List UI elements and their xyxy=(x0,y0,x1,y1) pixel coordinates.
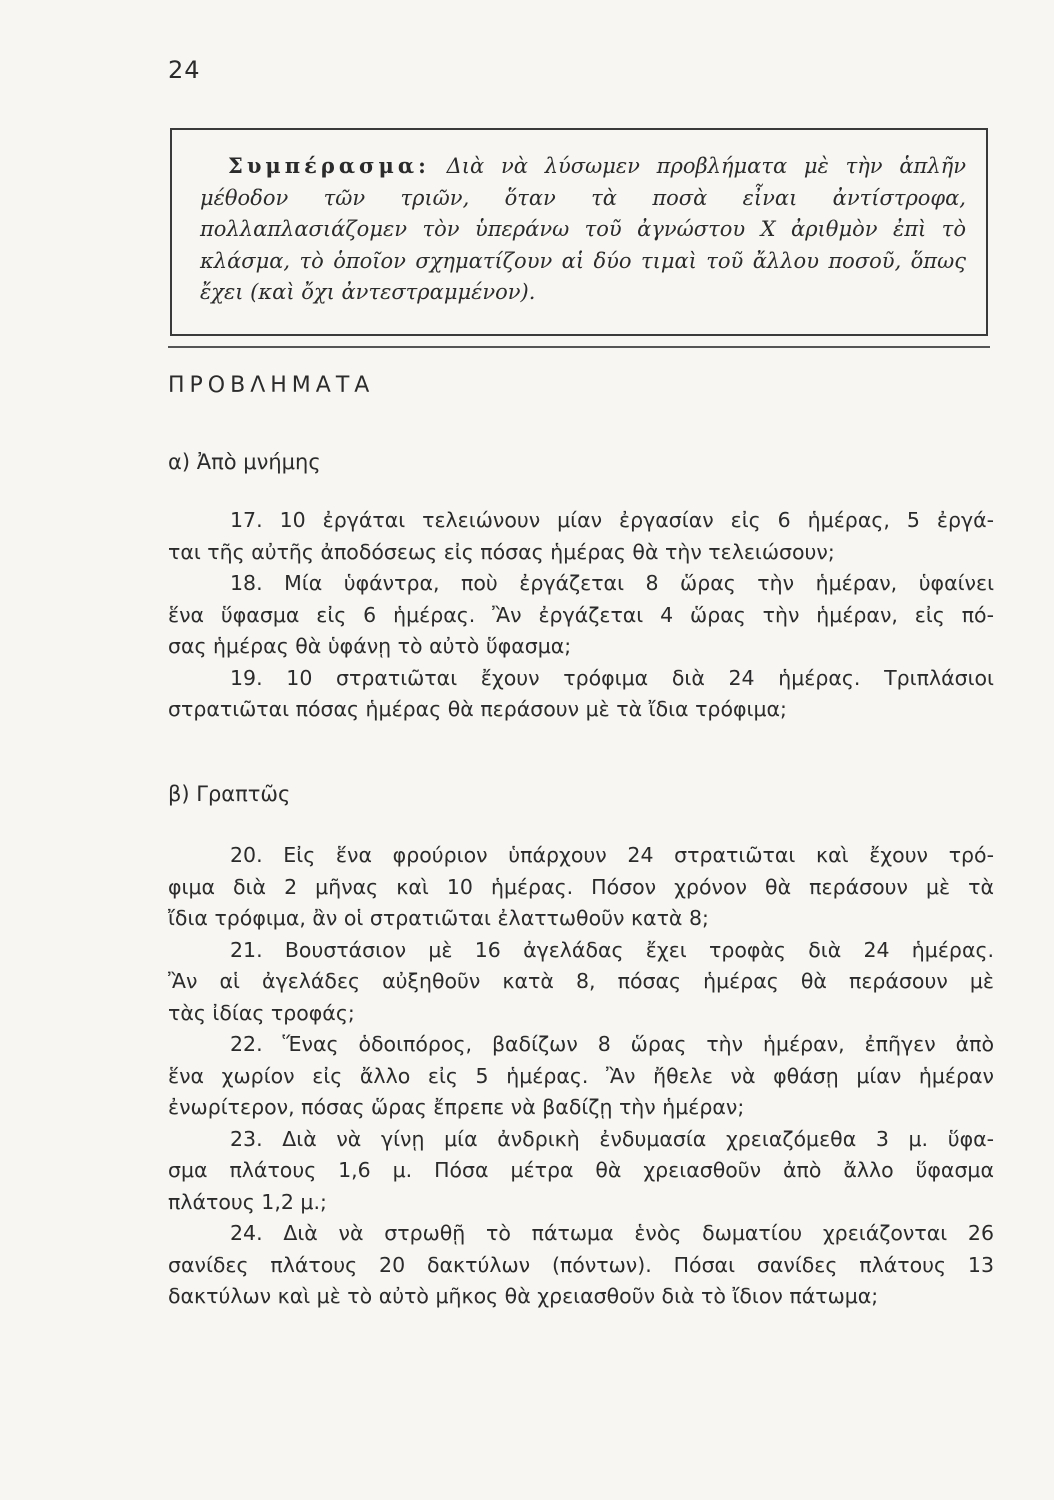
summary-body: Διὰ νὰ λύσωμεν προβλήματα μὲ τὴν ἁπλῆν μέθοδον τῶν τριῶν, ὅταν τὰ ποσὰ εἶναι ἀντίστροφα, πολλαπλασιάζομεν τὸν ὑπεράνω τοῦ ἀγνώστου X ἀριθμὸν ἐπὶ τὸ κλάσμα, τὸ ὁποῖον σχηματίζουν αἱ δύο τιμαὶ τοῦ ἄλλου ποσοῦ, ὅπως ἔχει (καὶ ὄχι ἀντεστραμμένον). xyxy=(200,154,966,304)
problem-line: ἐνωρίτερον, πόσας ὥρας ἔπρεπε νὰ βαδίζῃ τὴν ἡμέραν; xyxy=(168,1095,745,1119)
problem-line: ἕνα χωρίον εἰς ἄλλο εἰς 5 ἡμέρας. Ἂν ἤθελε νὰ φθάσῃ μίαν ἡμέραν xyxy=(168,1063,994,1088)
problem-line: στρατιῶται πόσας ἡμέρας θὰ περάσουν μὲ τὰ ἴδια τρόφιμα; xyxy=(168,697,787,721)
problem-item xyxy=(168,1029,994,1124)
summary-label: Συμπέρασμα: xyxy=(228,153,430,178)
problem-line: Ἂν αἱ ἀγελάδες αὐξηθοῦν κατὰ 8, πόσας ἡμέρας θὰ περάσουν μὲ xyxy=(168,969,994,993)
problem-line: δακτύλων καὶ μὲ τὸ αὐτὸ μῆκος θὰ χρειασθοῦν διὰ τὸ ἴδιον πάτωμα; xyxy=(168,1284,879,1308)
problem-line: 19. 10 στρατιῶται ἔχουν τρόφιμα διὰ 24 ἡμέρας. Τριπλάσιοι xyxy=(230,665,994,690)
problem-line: τὰς ἰδίας τροφάς; xyxy=(168,1000,355,1025)
problem-line: σμα πλάτους 1,6 μ. Πόσα μέτρα θὰ χρειασθοῦν ἀπὸ ἄλλο ὕφασμα xyxy=(168,1158,994,1182)
problem-line: πλάτους 1,2 μ.; xyxy=(168,1189,327,1214)
section-title: ΠΡΟΒΛΗΜΑΤΑ xyxy=(168,373,375,398)
problem-line: 22. Ἕνας ὁδοιπόρος, βαδίζων 8 ὥρας τὴν ἡμέραν, ἐπῆγεν ἀπὸ xyxy=(230,1032,994,1056)
problem-item xyxy=(168,505,994,568)
problem-line: 17. 10 ἐργάται τελειώνουν μίαν ἐργασίαν εἰς 6 ἡμέρας, 5 ἐργά- xyxy=(230,508,994,532)
summary-text xyxy=(200,150,966,309)
problem-line: ἕνα ὕφασμα εἰς 6 ἡμέρας. Ἂν ἐργάζεται 4 ὥρας τὴν ἡμέραν, εἰς πό- xyxy=(168,602,994,627)
problem-item xyxy=(168,663,994,726)
problem-line: 21. Βουστάσιον μὲ 16 ἀγελάδας ἔχει τροφὰς διὰ 24 ἡμέρας. xyxy=(230,937,994,962)
problem-line: φιμα διὰ 2 μῆνας καὶ 10 ἡμέρας. Πόσον χρόνον θὰ περάσουν μὲ τὰ xyxy=(168,874,994,899)
problem-item xyxy=(168,1218,994,1313)
heading-from-memory: α) Ἀπὸ μνήμης xyxy=(168,450,321,474)
problem-line: 24. Διὰ νὰ στρωθῇ τὸ πάτωμα ἑνὸς δωματίου χρειάζονται 26 xyxy=(230,1221,994,1245)
problem-line: σας ἡμέρας θὰ ὑφάνῃ τὸ αὐτὸ ὕφασμα; xyxy=(168,634,572,658)
problem-line: 18. Μία ὑφάντρα, ποὺ ἐργάζεται 8 ὥρας τὴν ἡμέραν, ὑφαίνει xyxy=(230,571,994,595)
problem-line: σανίδες πλάτους 20 δακτύλων (πόντων). Πόσαι σανίδες πλάτους 13 xyxy=(168,1252,994,1277)
problem-line: 23. Διὰ νὰ γίνῃ μία ἀνδρικὴ ἐνδυμασία χρειαζόμεθα 3 μ. ὕφα- xyxy=(230,1126,994,1151)
problem-item xyxy=(168,568,994,663)
problem-line: 20. Εἰς ἕνα φρούριον ὑπάρχουν 24 στρατιῶται καὶ ἔχουν τρό- xyxy=(230,843,994,867)
problem-item xyxy=(168,1124,994,1219)
heading-written: β) Γραπτῶς xyxy=(168,782,291,806)
problems-from-memory xyxy=(168,505,994,726)
problems-written xyxy=(168,840,994,1313)
problem-line: ἴδια τρόφιμα, ἂν οἱ στρατιῶται ἐλαττωθοῦν κατὰ 8; xyxy=(168,906,709,930)
problem-line: ται τῆς αὐτῆς ἀποδόσεως εἰς πόσας ἡμέρας θὰ τὴν τελειώσουν; xyxy=(168,539,835,564)
problem-item xyxy=(168,935,994,1030)
summary-box xyxy=(170,128,988,336)
page-number: 24 xyxy=(168,56,201,84)
problem-item xyxy=(168,840,994,935)
